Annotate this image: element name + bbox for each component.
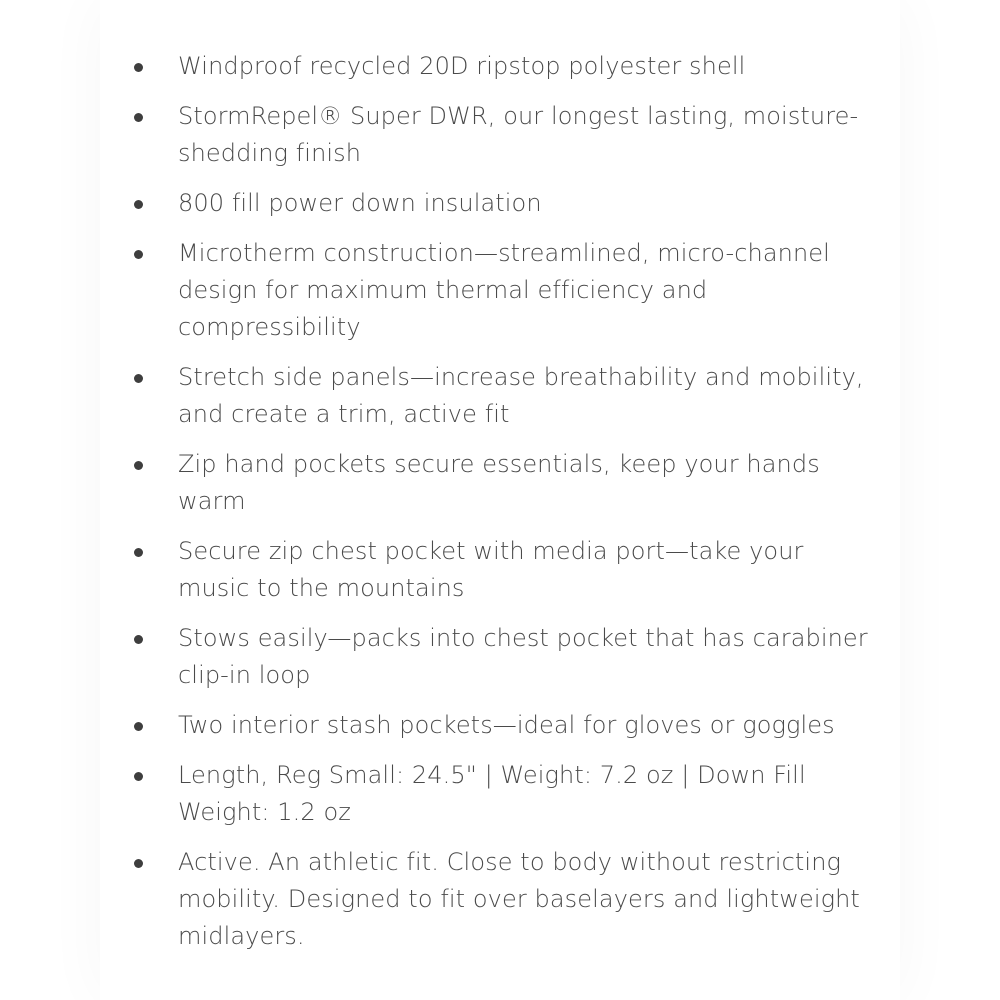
feature-text: Stretch side panels—increase breathability and mobility, and create a trim, active fit — [178, 363, 864, 428]
bullet-icon — [134, 113, 143, 122]
feature-text: Length, Reg Small: 24.5" | Weight: 7.2 oz | Down Fill Weight: 1.2 oz — [178, 761, 806, 826]
feature-item — [0, 707, 1000, 744]
feature-item — [0, 185, 1000, 222]
bullet-icon — [134, 461, 143, 470]
bullet-icon — [134, 635, 143, 644]
feature-text: Secure zip chest pocket with media port—take your music to the mountains — [178, 537, 804, 602]
feature-item — [0, 757, 1000, 831]
feature-text: Active. An athletic fit. Close to body without restricting mobility. Designed to fit over baselayers and lightweight midlayers. — [178, 848, 860, 950]
feature-text: Stows easily—packs into chest pocket that has carabiner clip-in loop — [178, 624, 868, 689]
feature-text: Two interior stash pockets—ideal for gloves or goggles — [178, 711, 835, 739]
bullet-icon — [134, 772, 143, 781]
feature-item — [0, 533, 1000, 607]
bullet-icon — [134, 374, 143, 383]
bullet-icon — [134, 722, 143, 731]
feature-item — [0, 235, 1000, 346]
bullet-icon — [134, 250, 143, 259]
bullet-icon — [134, 548, 143, 557]
feature-text: Microtherm construction—streamlined, micro-channel design for maximum thermal efficiency and compressibility — [178, 239, 830, 341]
feature-item — [0, 98, 1000, 172]
feature-text: Windproof recycled 20D ripstop polyester shell — [178, 52, 746, 80]
feature-item — [0, 48, 1000, 85]
feature-text: Zip hand pockets secure essentials, keep your hands warm — [178, 450, 820, 515]
feature-list — [0, 48, 1000, 968]
bullet-icon — [134, 859, 143, 868]
bullet-icon — [134, 63, 143, 72]
feature-item — [0, 620, 1000, 694]
bullet-icon — [134, 200, 143, 209]
feature-item — [0, 446, 1000, 520]
feature-item — [0, 359, 1000, 433]
feature-text: StormRepel® Super DWR, our longest lasting, moisture-shedding finish — [178, 102, 859, 167]
feature-item — [0, 844, 1000, 955]
feature-text: 800 fill power down insulation — [178, 189, 542, 217]
